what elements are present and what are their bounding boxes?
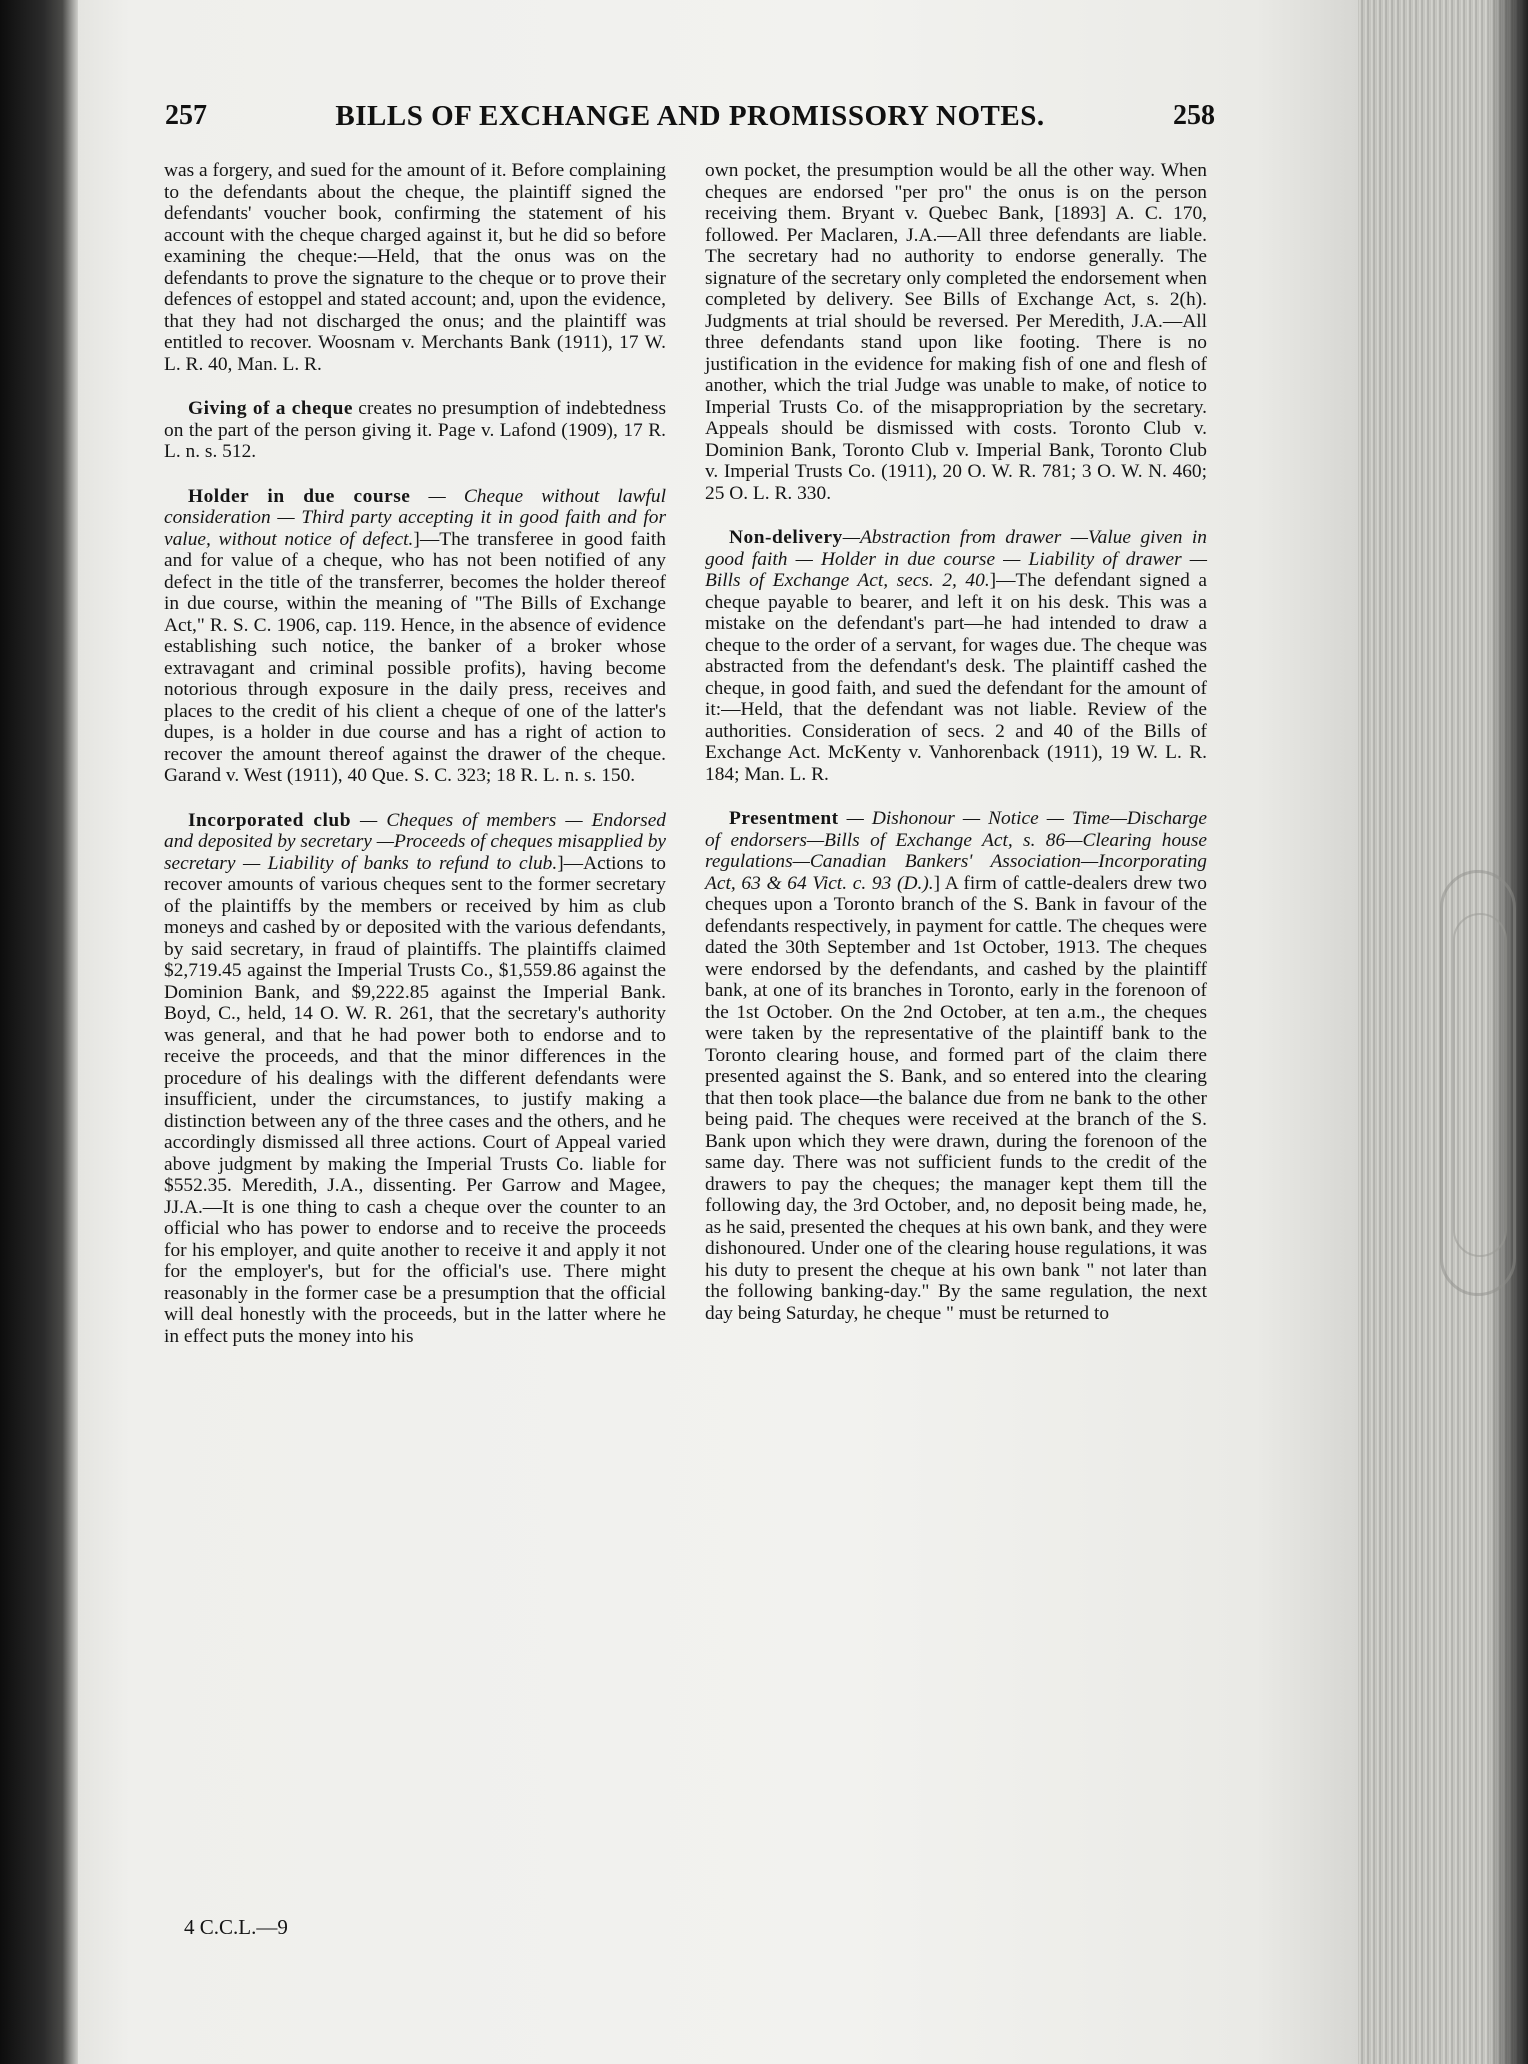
right-page-number: 258 [1173,100,1215,131]
paragraph-club-continued: own pocket, the presumption would be all the other way. When cheques are endorsed "per pro" the onus is on the person receiving them. Bryant v. Quebec Bank, [1893] A. C. 170, followed. Per Maclaren, J.A.—All three defendants are liable. The secretary had no authority to endorse generally. The signature of the secretary only completed the endorsement when completed by delivery. See Bills of Exchange Act, s. 2(h). Judgments at trial should be reversed. Per Meredith, J.A.—All three defendants stand upon like footing. There is no justification in the evidence for making fish of one and flesh of another, which the trial Judge was unable to make, of notice to Imperial Trusts Co. of the misappropriation by the secretary. Appeals should be dismissed with costs. Toronto Club v. Dominion Bank, Toronto Club v. Imperial Bank, Toronto Club v. Imperial Trusts Co. (1911), 20 O. W. R. 781; 3 O. W. N. 460; 25 O. L. R. 330. [705,160,1207,504]
entry-body: ] A firm of cattle-dealers drew two cheques upon a Toronto branch of the S. Bank in favour of the defendants respectively, in payment for cattle. The cheques were dated the 30th September and 1st October, 1913. The cheques were endorsed by the defendants, and cashed by the plaintiff bank, at one of its branches in Toronto, early in the forenoon of the 1st October. On the 2nd October, at ten a.m., the cheques were taken by the representative of the plaintiff bank to the Toronto clearing house, and formed part of the claim there presented against the S. Bank, and so entered into the clearing that then took place—the balance due from ne bank to the other being paid. The cheques were received at the branch of the S. Bank upon which they were drawn, during the forenoon of the same day. There was not sufficient funds to the credit of the drawers to pay the cheques; the manager kept them till the following day, the 3rd October, and, no deposit being made, he, as he said, presented the cheques at his own bank, and they were dishonoured. Under one of the clearing house regulations, it was his duty to present the cheque at his own bank " not later than the following banking-day." By the same regulation, the next day being Saturday, he cheque " must be returned to [705,872,1207,1324]
library-stamp [1440,870,1516,1296]
book-spine [0,0,78,2064]
entry-body: ]—The defendant signed a cheque payable to bearer, and left it on his desk. This was a mistake on the defendant's part—he had intended to draw a cheque to the order of a servant, for wages due. The cheque was abstracted from the defendant's desk. The plaintiff cashed the cheque, in good faith, and sued the defendant for the amount of it:—Held, that the defendant was not liable. Review of the authorities. Consideration of secs. 2 and 40 of the Bills of Exchange Act. McKenty v. Vanhorenback (1911), 19 W. L. R. 184; Man. L. R. [705,570,1208,785]
right-column [705,160,1207,1347]
entry-incorporated-club [164,810,666,1348]
entry-subheads: — Cheque without lawful consideration — Third party accepting it in good faith and for value, without notice of defect. [164,485,666,550]
entry-heading: Incorporated club [188,809,351,831]
left-column [164,160,666,1370]
entry-heading: Holder in due course [188,485,411,507]
entry-non-delivery [705,527,1207,785]
left-page-number: 257 [165,100,207,131]
entry-heading: Giving of a cheque [188,398,353,419]
entry-body: creates no presumption of indebtedness on the part of the person giving it. Page v. Lafond (1909), 17 R. L. n. s. 512. [164,398,666,462]
entry-heading: Presentment [729,808,839,829]
entry-subheads: — Cheques of members — Endorsed and deposited by secretary —Proceeds of cheques misapplied by secretary — Liability of banks to refund to club. [164,809,667,874]
paragraph-forgery: was a forgery, and sued for the amount of it. Before complaining to the defendants about the cheque, the plaintiff signed the defendants' voucher book, confirming the statement of his account with the cheque charged against it, but he did so before examining the cheque:—Held, that the onus was on the defendants to prove the signature to the cheque or to prove their defences of estoppel and stated account; and, upon the evidence, that they had not discharged the onus; and the plaintiff was entitled to recover. Woosnam v. Merchants Bank (1911), 17 W. L. R. 40, Man. L. R. [164,160,666,375]
page-title: BILLS OF EXCHANGE AND PROMISSORY NOTES. [335,100,1045,132]
entry-subheads: — Dishonour — Notice — Time—Discharge of endorsers—Bills of Exchange Act, s. 86—Clearing house regulations—Canadian Bankers' Association—Incorporating Act, 63 & 64 Vict. c. 93 (D.). [705,808,1207,894]
entry-presentment [705,808,1207,1324]
entry-body: ]—The transferee in good faith and for value of a cheque, who has not been notified of any defect in the title of the transferrer, becomes the holder thereof in due course, within the meaning of "The Bills of Exchange Act," R. S. C. 1906, cap. 119. Hence, in the absence of evidence establishing such notice, the banker of a broker whose extravagant and criminal possible profits), having become notorious through exposure in the daily press, receives and places to the credit of his client a cheque of one of the latter's dupes, is a holder in due course and has a right of action to recover the amount thereof against the drawer of the cheque. Garand v. West (1911), 40 Que. S. C. 323; 18 R. L. n. s. 150. [164,528,666,786]
running-header [165,100,1215,144]
entry-holder-in-due-course [164,486,666,787]
entry-giving-of-cheque [164,398,666,463]
entry-heading: Non-delivery [729,527,843,548]
entry-body: ]—Actions to recover amounts of various cheques sent to the former secretary of the plaintiffs by the members or received by him as club moneys and cashed by or deposited with the various defendants, by said secretary, in fraud of plaintiffs. The plaintiffs claimed $2,719.45 against the Imperial Trusts Co., $1,559.86 against the Dominion Bank, and $9,222.85 against the Imperial Bank. Boyd, C., held, 14 O. W. R. 261, that the secretary's authority was general, and that he had power both to endorse and to receive the proceeds, and that the minor differences in the procedure of his dealings with the different defendants were insufficient, under the circumstances, to justify making a distinction between any of the three cases and the others, and he accordingly dismissed all three actions. Court of Appeal varied above judgment by making the Imperial Trusts Co. liable for $552.35. Meredith, J.A., dissenting. Per Garrow and Magee, JJ.A.—It is one thing to cash a cheque over the counter to an official who has power to endorse and to receive the proceeds for his employer, and quite another to receive it and apply it not for the employer's, but for the official's use. There might reasonably in the former case be a presumption that the official will deal honestly with the proceeds, but in the latter where he in effect puts the money into his [164,852,666,1347]
entry-subheads: —Abstraction from drawer —Value given in good faith — Holder in due course — Liability of drawer — Bills of Exchange Act, secs. 2, 40. [705,527,1207,591]
signature-mark: 4 C.C.L.—9 [184,1915,288,1939]
